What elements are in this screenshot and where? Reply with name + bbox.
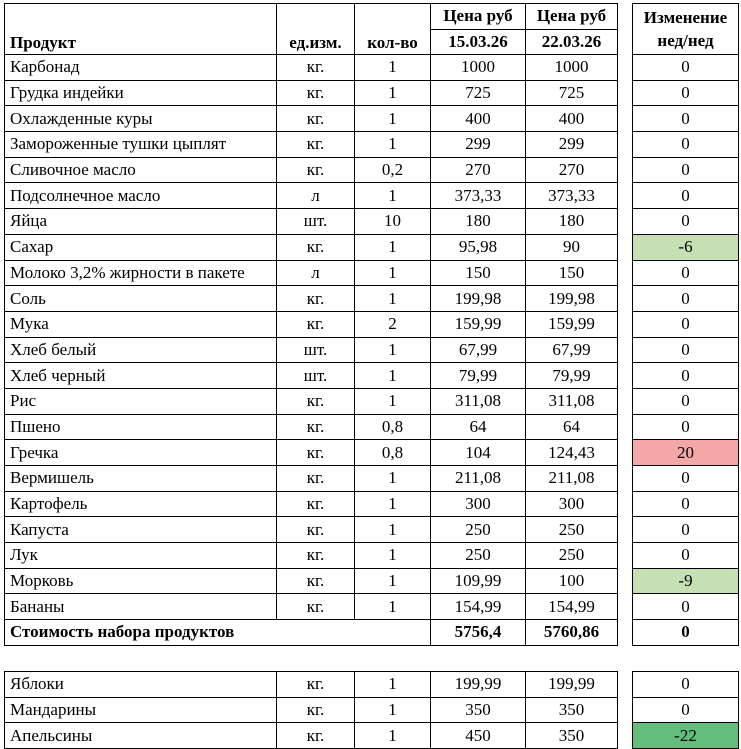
unit-cell: кг.	[277, 672, 355, 698]
change-cell: 0	[633, 157, 739, 183]
change-cell: 0	[633, 388, 739, 414]
price1-cell: 95,98	[431, 234, 526, 260]
table-row	[5, 363, 618, 389]
change-row	[633, 209, 739, 235]
product-name-cell: Мандарины	[5, 697, 277, 723]
price2-cell: 300	[526, 491, 618, 517]
change-cell: 0	[633, 672, 739, 698]
change-row	[633, 286, 739, 312]
unit-cell: кг.	[277, 697, 355, 723]
change-cell: 0	[633, 106, 739, 132]
unit-cell: шт.	[277, 209, 355, 235]
unit-cell: кг.	[277, 517, 355, 543]
unit-cell: л	[277, 183, 355, 209]
change-row	[633, 440, 739, 466]
price2-cell: 270	[526, 157, 618, 183]
product-name-cell: Грудка индейки	[5, 80, 277, 106]
change-cell: 0	[633, 132, 739, 158]
total-price2: 5760,86	[526, 620, 618, 646]
unit-cell: кг.	[277, 594, 355, 620]
qty-cell: 1	[355, 337, 431, 363]
price2-cell: 1000	[526, 55, 618, 81]
table-row	[5, 594, 618, 620]
change-cell: 0	[633, 466, 739, 492]
price1-cell: 299	[431, 132, 526, 158]
unit-cell: кг.	[277, 491, 355, 517]
table-row	[5, 697, 618, 723]
change-cell: 0	[633, 337, 739, 363]
price2-cell: 180	[526, 209, 618, 235]
price1-cell: 199,99	[431, 672, 526, 698]
price2-cell: 64	[526, 414, 618, 440]
change-row	[633, 363, 739, 389]
price2-header	[526, 4, 618, 55]
change-cell: 0	[633, 594, 739, 620]
change-cell: 0	[633, 414, 739, 440]
total-change: 0	[633, 620, 739, 646]
price2-header-line1: Цена руб	[526, 4, 617, 30]
qty-cell: 0,8	[355, 414, 431, 440]
qty-cell: 1	[355, 286, 431, 312]
table-row	[5, 132, 618, 158]
change-row	[633, 106, 739, 132]
unit-cell: кг.	[277, 568, 355, 594]
change-table	[632, 3, 739, 646]
product-name-cell: Рис	[5, 388, 277, 414]
change-row	[633, 723, 739, 749]
extra-price-table	[4, 671, 618, 749]
change-cell: 0	[633, 80, 739, 106]
price2-cell: 67,99	[526, 337, 618, 363]
unit-cell: кг.	[277, 132, 355, 158]
product-name-cell: Вермишель	[5, 466, 277, 492]
change-cell: 0	[633, 260, 739, 286]
unit-cell: кг.	[277, 106, 355, 132]
change-cell: 0	[633, 517, 739, 543]
table-row	[5, 672, 618, 698]
change-header-line1: Изменение	[643, 8, 728, 27]
qty-cell: 1	[355, 55, 431, 81]
price2-cell: 311,08	[526, 388, 618, 414]
price1-cell: 79,99	[431, 363, 526, 389]
qty-header: кол-во	[355, 4, 431, 55]
unit-cell: кг.	[277, 414, 355, 440]
change-row	[633, 517, 739, 543]
price1-cell: 199,98	[431, 286, 526, 312]
product-name-cell: Соль	[5, 286, 277, 312]
product-name-cell: Лук	[5, 543, 277, 569]
qty-cell: 1	[355, 517, 431, 543]
unit-cell: шт.	[277, 337, 355, 363]
unit-cell: кг.	[277, 55, 355, 81]
change-row	[633, 388, 739, 414]
unit-cell: кг.	[277, 157, 355, 183]
qty-cell: 1	[355, 234, 431, 260]
unit-cell: кг.	[277, 234, 355, 260]
change-row	[633, 568, 739, 594]
product-name-cell: Хлеб черный	[5, 363, 277, 389]
product-name-cell: Сливочное масло	[5, 157, 277, 183]
price1-cell: 211,08	[431, 466, 526, 492]
change-cell: 0	[633, 311, 739, 337]
qty-cell: 1	[355, 260, 431, 286]
price2-header-line2: 22.03.26	[541, 32, 602, 51]
table-row	[5, 80, 618, 106]
table-row	[5, 337, 618, 363]
price1-cell: 250	[431, 517, 526, 543]
change-cell: 0	[633, 55, 739, 81]
price2-cell: 79,99	[526, 363, 618, 389]
product-name-cell: Подсолнечное масло	[5, 183, 277, 209]
price1-header-line2: 15.03.26	[448, 32, 508, 51]
price2-cell: 725	[526, 80, 618, 106]
table-row	[5, 311, 618, 337]
price1-cell: 159,99	[431, 311, 526, 337]
qty-cell: 1	[355, 466, 431, 492]
product-name-cell: Апельсины	[5, 723, 277, 749]
table-row	[5, 209, 618, 235]
change-header-row	[633, 4, 739, 55]
price2-cell: 350	[526, 697, 618, 723]
product-header: Продукт	[5, 4, 277, 55]
change-row	[633, 337, 739, 363]
price2-cell: 154,99	[526, 594, 618, 620]
price1-cell: 104	[431, 440, 526, 466]
product-name-cell: Картофель	[5, 491, 277, 517]
product-name-cell: Капуста	[5, 517, 277, 543]
qty-cell: 1	[355, 568, 431, 594]
price2-cell: 211,08	[526, 466, 618, 492]
price2-cell: 100	[526, 568, 618, 594]
price1-cell: 400	[431, 106, 526, 132]
price1-cell: 154,99	[431, 594, 526, 620]
qty-cell: 1	[355, 697, 431, 723]
qty-cell: 2	[355, 311, 431, 337]
price1-header-line1: Цена руб	[431, 4, 525, 30]
change-cell: 0	[633, 491, 739, 517]
price2-cell: 124,43	[526, 440, 618, 466]
price1-cell: 1000	[431, 55, 526, 81]
table-row	[5, 286, 618, 312]
unit-cell: кг.	[277, 440, 355, 466]
qty-cell: 1	[355, 543, 431, 569]
change-row	[633, 414, 739, 440]
table-row	[5, 414, 618, 440]
table-row	[5, 157, 618, 183]
table-row	[5, 491, 618, 517]
qty-cell: 1	[355, 723, 431, 749]
price1-cell: 350	[431, 697, 526, 723]
change-row	[633, 543, 739, 569]
change-row	[633, 132, 739, 158]
price-table	[4, 3, 618, 646]
unit-cell: кг.	[277, 311, 355, 337]
price2-cell: 250	[526, 543, 618, 569]
table-row	[5, 440, 618, 466]
product-name-cell: Яйца	[5, 209, 277, 235]
change-header-line2: нед/нед	[657, 31, 714, 50]
product-name-cell: Замороженные тушки цыплят	[5, 132, 277, 158]
price1-cell: 67,99	[431, 337, 526, 363]
change-row	[633, 157, 739, 183]
change-cell: 0	[633, 697, 739, 723]
price2-cell: 299	[526, 132, 618, 158]
change-row	[633, 594, 739, 620]
qty-cell: 0,2	[355, 157, 431, 183]
qty-cell: 1	[355, 80, 431, 106]
change-cell: -6	[633, 234, 739, 260]
total-change-row	[633, 620, 739, 646]
product-name-cell: Гречка	[5, 440, 277, 466]
change-cell: 0	[633, 543, 739, 569]
change-header	[633, 4, 739, 55]
product-name-cell: Сахар	[5, 234, 277, 260]
price2-cell: 373,33	[526, 183, 618, 209]
unit-cell: кг.	[277, 723, 355, 749]
price1-cell: 311,08	[431, 388, 526, 414]
qty-cell: 0,8	[355, 440, 431, 466]
change-cell: 0	[633, 209, 739, 235]
price2-cell: 150	[526, 260, 618, 286]
product-name-cell: Охлажденные куры	[5, 106, 277, 132]
price1-cell: 150	[431, 260, 526, 286]
unit-cell: шт.	[277, 363, 355, 389]
product-name-cell: Мука	[5, 311, 277, 337]
table-row	[5, 106, 618, 132]
change-row	[633, 80, 739, 106]
price2-cell: 250	[526, 517, 618, 543]
table-row	[5, 466, 618, 492]
change-cell: 0	[633, 363, 739, 389]
table-row	[5, 517, 618, 543]
change-row	[633, 183, 739, 209]
qty-cell: 1	[355, 363, 431, 389]
unit-header: ед.изм.	[277, 4, 355, 55]
price2-cell: 350	[526, 723, 618, 749]
change-row	[633, 491, 739, 517]
total-label: Стоимость набора продуктов	[5, 620, 431, 646]
price1-cell: 250	[431, 543, 526, 569]
change-cell: 0	[633, 183, 739, 209]
change-row	[633, 311, 739, 337]
qty-cell: 1	[355, 388, 431, 414]
change-row	[633, 55, 739, 81]
change-cell: -9	[633, 568, 739, 594]
change-row	[633, 260, 739, 286]
total-row	[5, 620, 618, 646]
price2-cell: 400	[526, 106, 618, 132]
table-row	[5, 55, 618, 81]
product-name-cell: Молоко 3,2% жирности в пакете	[5, 260, 277, 286]
total-price1: 5756,4	[431, 620, 526, 646]
qty-cell: 1	[355, 594, 431, 620]
qty-cell: 1	[355, 672, 431, 698]
table-row	[5, 388, 618, 414]
change-cell: 20	[633, 440, 739, 466]
qty-cell: 1	[355, 183, 431, 209]
change-row	[633, 234, 739, 260]
change-row	[633, 672, 739, 698]
product-name-cell: Пшено	[5, 414, 277, 440]
price1-cell: 300	[431, 491, 526, 517]
qty-cell: 10	[355, 209, 431, 235]
product-name-cell: Карбонад	[5, 55, 277, 81]
change-row	[633, 697, 739, 723]
price1-cell: 450	[431, 723, 526, 749]
product-name-cell: Яблоки	[5, 672, 277, 698]
qty-cell: 1	[355, 491, 431, 517]
unit-cell: л	[277, 260, 355, 286]
unit-cell: кг.	[277, 286, 355, 312]
qty-cell: 1	[355, 106, 431, 132]
change-cell: -22	[633, 723, 739, 749]
table-row	[5, 543, 618, 569]
price1-cell: 109,99	[431, 568, 526, 594]
table-row	[5, 234, 618, 260]
unit-cell: кг.	[277, 466, 355, 492]
product-name-cell: Морковь	[5, 568, 277, 594]
table-row	[5, 723, 618, 749]
change-row	[633, 466, 739, 492]
unit-cell: кг.	[277, 80, 355, 106]
unit-cell: кг.	[277, 388, 355, 414]
price1-cell: 64	[431, 414, 526, 440]
product-name-cell: Хлеб белый	[5, 337, 277, 363]
product-name-cell: Бананы	[5, 594, 277, 620]
table-row	[5, 260, 618, 286]
price1-cell: 373,33	[431, 183, 526, 209]
price1-cell: 270	[431, 157, 526, 183]
change-cell: 0	[633, 286, 739, 312]
unit-cell: кг.	[277, 543, 355, 569]
qty-cell: 1	[355, 132, 431, 158]
price1-cell: 725	[431, 80, 526, 106]
price1-cell: 180	[431, 209, 526, 235]
price1-header	[431, 4, 526, 55]
extra-change-table	[632, 671, 739, 749]
price2-cell: 159,99	[526, 311, 618, 337]
table-row	[5, 568, 618, 594]
price2-cell: 90	[526, 234, 618, 260]
price2-cell: 199,99	[526, 672, 618, 698]
header-row	[5, 4, 618, 55]
price2-cell: 199,98	[526, 286, 618, 312]
table-row	[5, 183, 618, 209]
